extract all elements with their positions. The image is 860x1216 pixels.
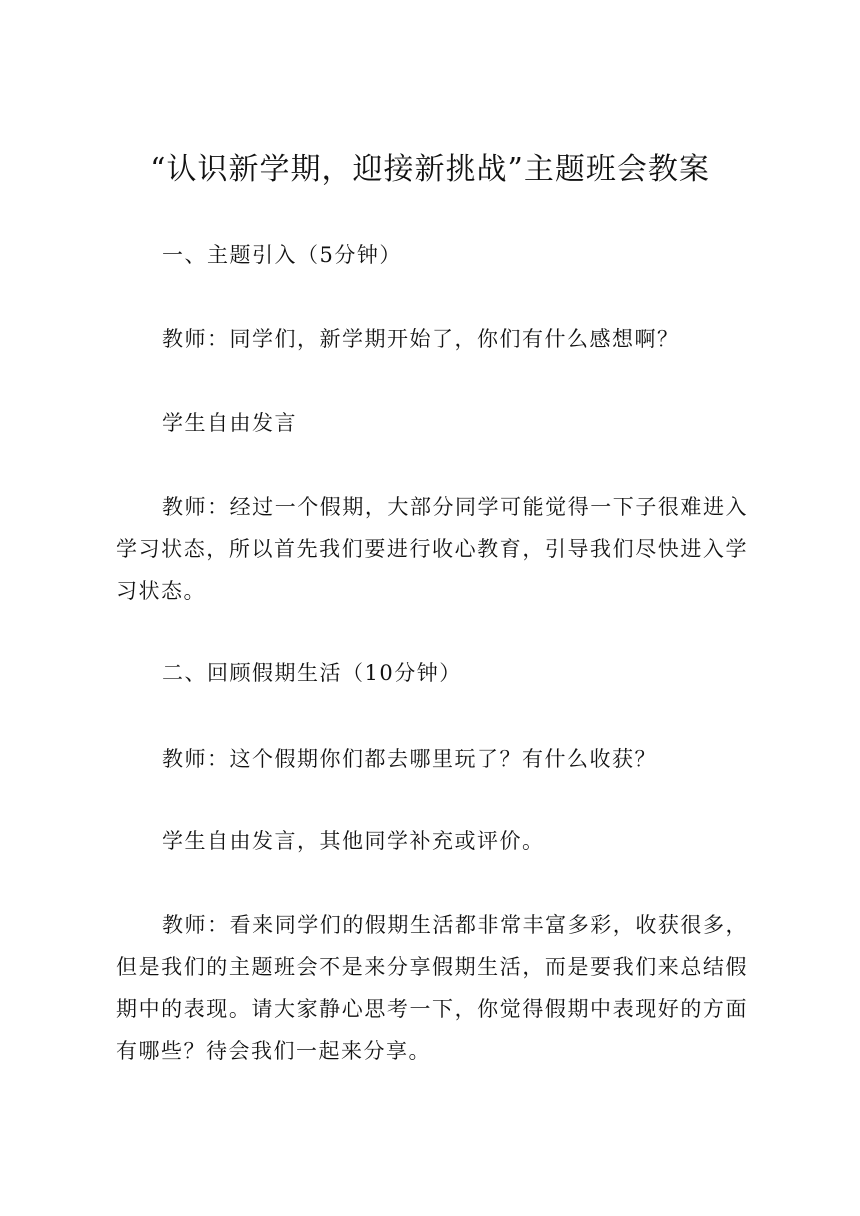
section-heading-holiday-review: 二、回顾假期生活（10分钟） [162,661,462,685]
student-speech-paragraph: 学生自由发言 [162,411,297,435]
section-heading-topic-intro: 一、主题引入（5分钟） [162,243,402,267]
teacher-summary-paragraph: 教师：看来同学们的假期生活都非常丰富多彩，收获很多，但是我们的主题班会不是来分享假期生活，而是要我们来总结假期中的表现。请大家静心思考一下，你觉得假期中表现好的方面有哪些？待会我们一起来分享。 [116,913,748,1063]
teacher-holiday-question-paragraph: 教师：这个假期你们都去哪里玩了？有什么收获？ [162,747,657,771]
student-comment-paragraph: 学生自由发言，其他同学补充或评价。 [162,829,545,853]
teacher-question-paragraph: 教师：同学们，新学期开始了，你们有什么感想啊？ [162,327,680,351]
teacher-guidance-paragraph: 教师：经过一个假期，大部分同学可能觉得一下子很难进入学习状态，所以首先我们要进行收心教育，引导我们尽快进入学习状态。 [116,495,748,603]
document-title: “认识新学期，迎接新挑战”主题班会教案 [150,152,710,187]
